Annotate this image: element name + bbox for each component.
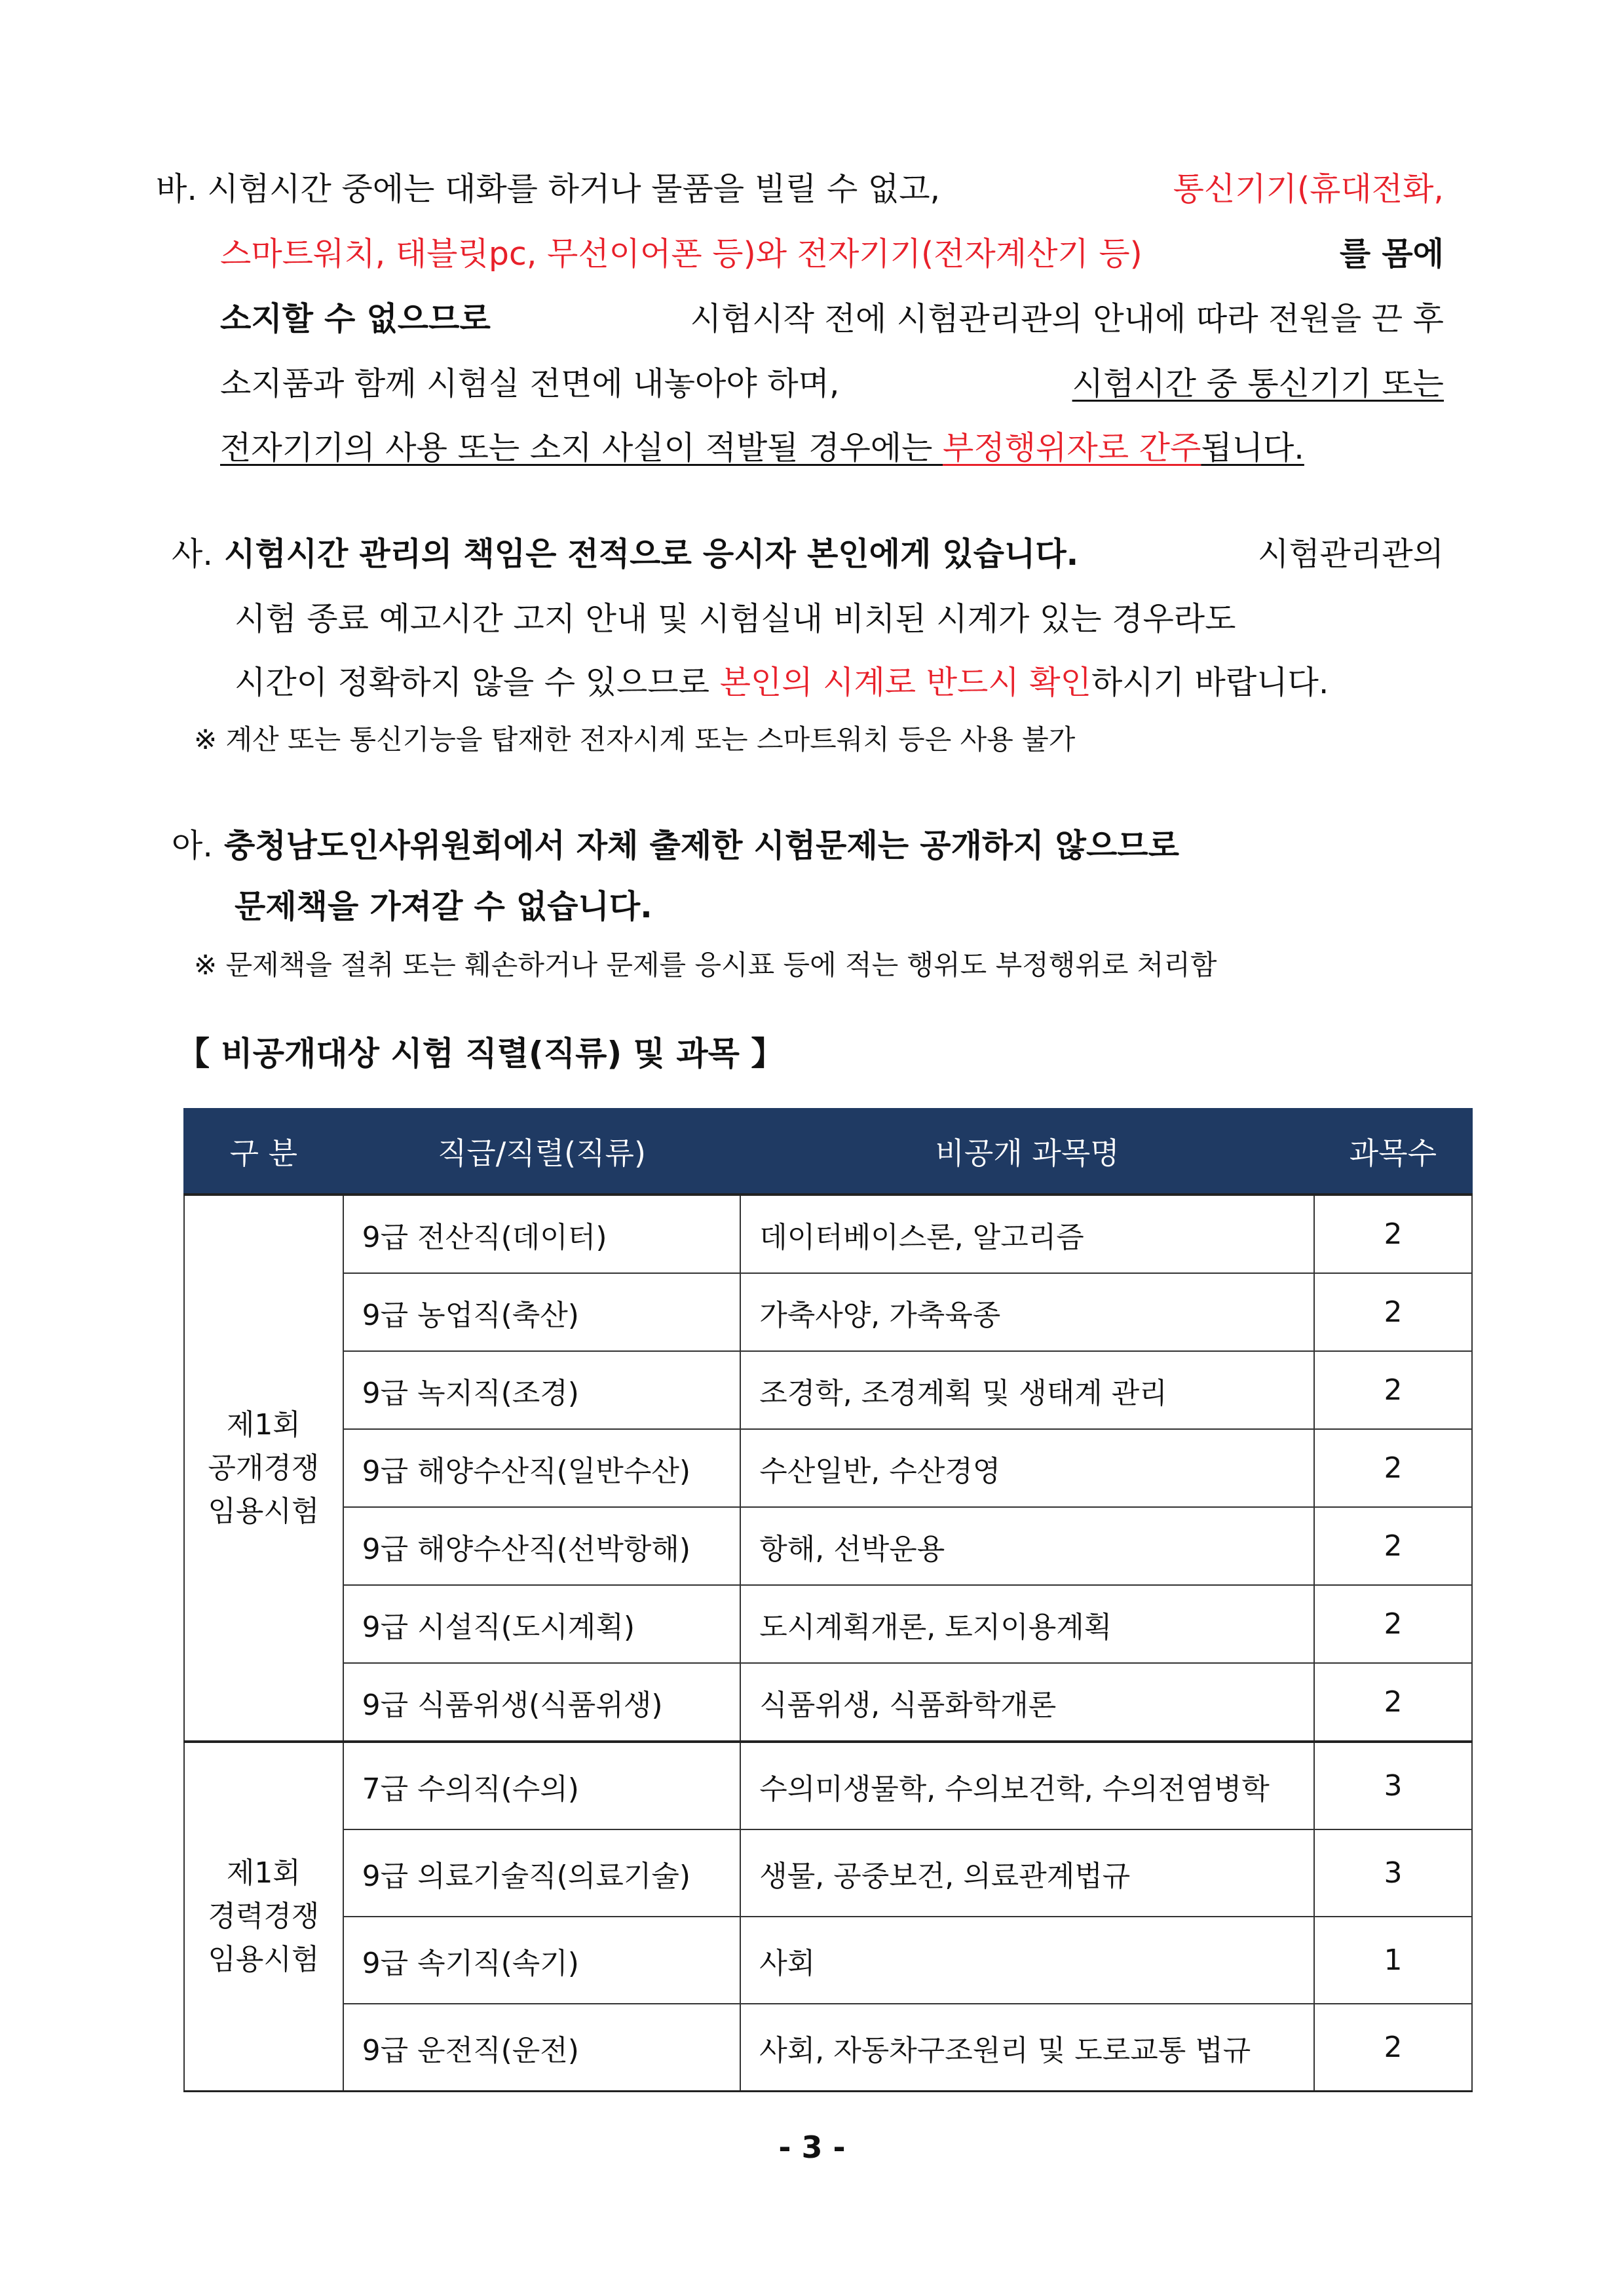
position-cell: 9급 운전직(운전) xyxy=(343,2004,741,2092)
paragraph-ba-line-4 xyxy=(220,358,1444,404)
count-cell: 2 xyxy=(1314,2004,1472,2092)
bold-span: 충청남도인사위원회에서 자체 출제한 시험문제는 공개하지 않으므로 xyxy=(212,827,1179,864)
subjects-cell: 수의미생물학, 수의보건학, 수의전염병학 xyxy=(740,1742,1314,1829)
item-marker-ba: 바. xyxy=(156,170,197,208)
underlined-span: 시험시간 중 통신기기 또는 xyxy=(1072,365,1444,402)
group-open-competition xyxy=(184,1195,343,1742)
position-cell: 9급 녹지직(조경) xyxy=(343,1351,741,1429)
text-span: 시간이 정확하지 않을 수 있으므로 xyxy=(235,664,720,701)
page-number: - 3 - xyxy=(778,2130,846,2165)
highlight-red: 스마트워치, 태블릿pc, 무선이어폰 등)와 전자기기(전자계산기 등) xyxy=(220,235,1142,273)
position-cell: 9급 식품위생(식품위생) xyxy=(343,1663,741,1742)
paragraph-ba-line-3 xyxy=(220,294,1444,339)
table-row xyxy=(184,1917,1472,2004)
header-subjects: 비공개 과목명 xyxy=(740,1109,1314,1195)
table-row xyxy=(184,2004,1472,2092)
subjects-table xyxy=(183,1108,1473,2092)
group-name-line: 임용시험 xyxy=(208,1943,320,1976)
paragraph-sa-line-3 xyxy=(235,657,1329,703)
underlined-span: 됩니다. xyxy=(1201,429,1304,467)
bold-span: 를 xyxy=(1339,235,1382,273)
bold-span: 몸에 xyxy=(1382,235,1444,273)
highlight-red: 본인의 시계로 반드시 확인 xyxy=(719,664,1091,701)
table-row xyxy=(184,1195,1472,1273)
count-cell: 3 xyxy=(1314,1829,1472,1917)
table-row xyxy=(184,1829,1472,1917)
subjects-cell: 가축사양, 가축육종 xyxy=(740,1273,1314,1351)
subjects-cell: 사회, 자동차구조원리 및 도로교통 법규 xyxy=(740,2004,1314,2092)
count-cell: 2 xyxy=(1314,1507,1472,1585)
position-cell: 9급 속기직(속기) xyxy=(343,1917,741,2004)
text-span: 하시기 바랍니다. xyxy=(1091,664,1329,701)
count-cell: 2 xyxy=(1314,1663,1472,1742)
paragraph-ba-line-1 xyxy=(156,164,1444,210)
position-cell: 7급 수의직(수의) xyxy=(343,1742,741,1829)
position-cell: 9급 해양수산직(일반수산) xyxy=(343,1429,741,1507)
paragraph-a-line-1 xyxy=(172,820,1179,866)
subjects-cell: 도시계획개론, 토지이용계획 xyxy=(740,1585,1314,1663)
position-cell: 9급 의료기술직(의료기술) xyxy=(343,1829,741,1917)
count-cell: 2 xyxy=(1314,1273,1472,1351)
table-row xyxy=(184,1273,1472,1351)
paragraph-sa-line-1 xyxy=(172,529,1444,575)
position-cell: 9급 농업직(축산) xyxy=(343,1273,741,1351)
note-sa: ※ 계산 또는 통신기능을 탑재한 전자시계 또는 스마트워치 등은 사용 불가 xyxy=(194,723,1076,756)
subjects-cell: 데이터베이스론, 알고리즘 xyxy=(740,1195,1314,1273)
highlight-red: 부정행위자로 간주 xyxy=(943,429,1201,467)
subjects-cell: 생물, 공중보건, 의료관계법규 xyxy=(740,1829,1314,1917)
bold-span: 소지할 수 없으므로 xyxy=(220,300,491,337)
paragraph-sa-line-2 xyxy=(235,594,1444,640)
subjects-cell: 수산일반, 수산경영 xyxy=(740,1429,1314,1507)
bold-span: 문제책을 가져갈 수 없습니다. xyxy=(235,888,652,925)
count-cell: 2 xyxy=(1314,1351,1472,1429)
text-span: 시험시간 중에는 대화를 하거나 물품을 빌릴 수 없고, xyxy=(197,170,941,208)
underlined-span: 전자기기의 사용 또는 소지 사실이 적발될 경우에는 xyxy=(220,429,943,467)
header-category: 구 분 xyxy=(184,1109,343,1195)
header-position: 직급/직렬(직류) xyxy=(343,1109,741,1195)
count-cell: 2 xyxy=(1314,1429,1472,1507)
count-cell: 3 xyxy=(1314,1742,1472,1829)
subjects-cell: 항해, 선박운용 xyxy=(740,1507,1314,1585)
item-marker-a: 아. xyxy=(172,827,213,864)
table-header-row xyxy=(184,1109,1472,1195)
item-marker-sa: 사. xyxy=(172,535,213,573)
table-row xyxy=(184,1507,1472,1585)
count-cell: 2 xyxy=(1314,1195,1472,1273)
group-name-line: 경력경쟁 xyxy=(208,1900,320,1933)
group-name-line: 공개경쟁 xyxy=(208,1451,320,1485)
table-row xyxy=(184,1663,1472,1742)
subjects-cell: 조경학, 조경계획 및 생태계 관리 xyxy=(740,1351,1314,1429)
subjects-cell: 사회 xyxy=(740,1917,1314,2004)
position-cell: 9급 시설직(도시계획) xyxy=(343,1585,741,1663)
paragraph-a-line-2 xyxy=(235,881,652,927)
note-a: ※ 문제책을 절취 또는 훼손하거나 문제를 응시표 등에 적는 행위도 부정행위로 처리함 xyxy=(194,949,1217,981)
table-title: 【 비공개대상 시험 직렬(직류) 및 과목 】 xyxy=(177,1035,784,1073)
group-career-competition xyxy=(184,1742,343,2092)
table-row xyxy=(184,1585,1472,1663)
position-cell: 9급 해양수산직(선박항해) xyxy=(343,1507,741,1585)
group-name-line: 제1회 xyxy=(226,1856,301,1890)
text-span: 시험시작 전에 시험관리관의 안내에 따라 전원을 끈 후 xyxy=(690,300,1444,337)
count-cell: 1 xyxy=(1314,1917,1472,2004)
table-row xyxy=(184,1351,1472,1429)
group-name-line: 임용시험 xyxy=(208,1494,320,1528)
table-row xyxy=(184,1429,1472,1507)
count-cell: 2 xyxy=(1314,1585,1472,1663)
group-name-line: 제1회 xyxy=(226,1407,301,1442)
header-count: 과목수 xyxy=(1314,1109,1472,1195)
text-span: 시험 종료 예고시간 고지 안내 및 시험실내 비치된 시계가 있는 경우라도 xyxy=(235,600,1236,638)
bold-span: 시험시간 관리의 책임은 전적으로 응시자 본인에게 있습니다. xyxy=(212,535,1079,573)
text-span: 시험관리관의 xyxy=(1257,535,1444,573)
position-cell: 9급 전산직(데이터) xyxy=(343,1195,741,1273)
table-row xyxy=(184,1742,1472,1829)
paragraph-ba-line-2 xyxy=(220,229,1444,275)
paragraph-ba-line-5 xyxy=(220,423,1304,469)
highlight-red: 통신기기(휴대전화, xyxy=(1173,170,1444,208)
text-span: 소지품과 함께 시험실 전면에 내놓아야 하며, xyxy=(220,365,840,402)
subjects-cell: 식품위생, 식품화학개론 xyxy=(740,1663,1314,1742)
